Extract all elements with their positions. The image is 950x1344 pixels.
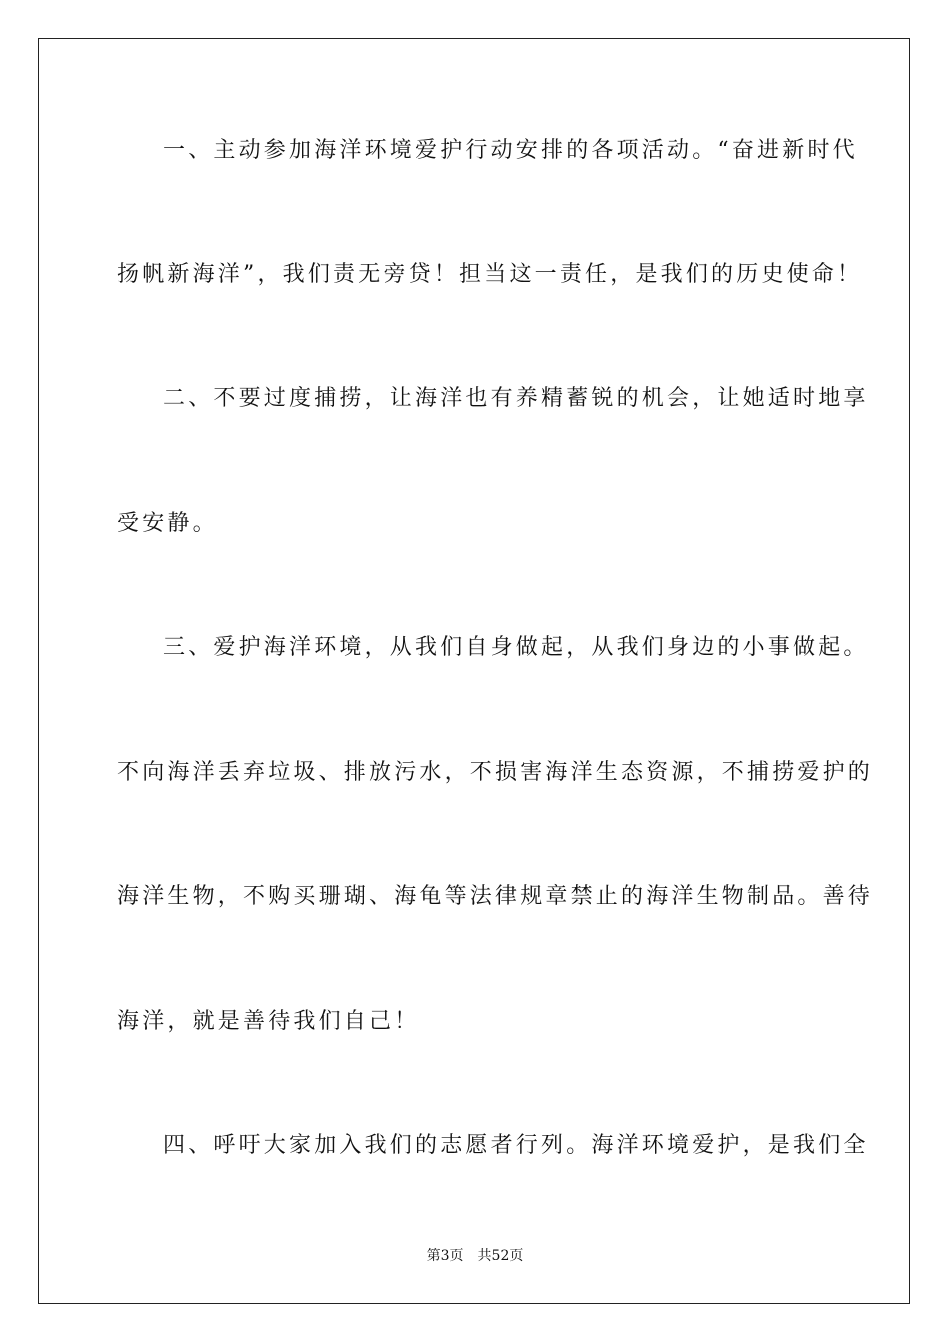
paragraph-3-line-1: 三、爱护海洋环境，从我们自身做起，从我们身边的小事做起。 xyxy=(163,635,869,660)
paragraph-3-line-3: 海洋生物，不购买珊瑚、海龟等法律规章禁止的海洋生物制品。善待 xyxy=(117,884,874,909)
page-footer xyxy=(0,1247,950,1265)
paragraph-1-line-2: 扬帆新海洋”，我们责无旁贷！担当这一责任，是我们的历史使命！ xyxy=(117,262,863,287)
paragraph-4-line-1: 四、呼吁大家加入我们的志愿者行列。海洋环境爱护，是我们全 xyxy=(163,1133,869,1158)
page-border xyxy=(38,38,910,1304)
paragraph-3-line-2: 不向海洋丢弃垃圾、排放污水，不损害海洋生态资源，不捕捞爱护的 xyxy=(117,760,874,785)
page-total: 共52页 xyxy=(477,1248,524,1264)
paragraph-1-line-1: 一、主动参加海洋环境爱护行动安排的各项活动。“奋进新时代 xyxy=(163,138,858,163)
paragraph-3-line-4: 海洋，就是善待我们自己！ xyxy=(117,1009,420,1034)
page-number: 第3页 xyxy=(426,1248,464,1264)
paragraph-2-line-1: 二、不要过度捕捞，让海洋也有养精蓄锐的机会，让她适时地享 xyxy=(163,386,869,411)
paragraph-2-line-2: 受安静。 xyxy=(117,511,218,536)
